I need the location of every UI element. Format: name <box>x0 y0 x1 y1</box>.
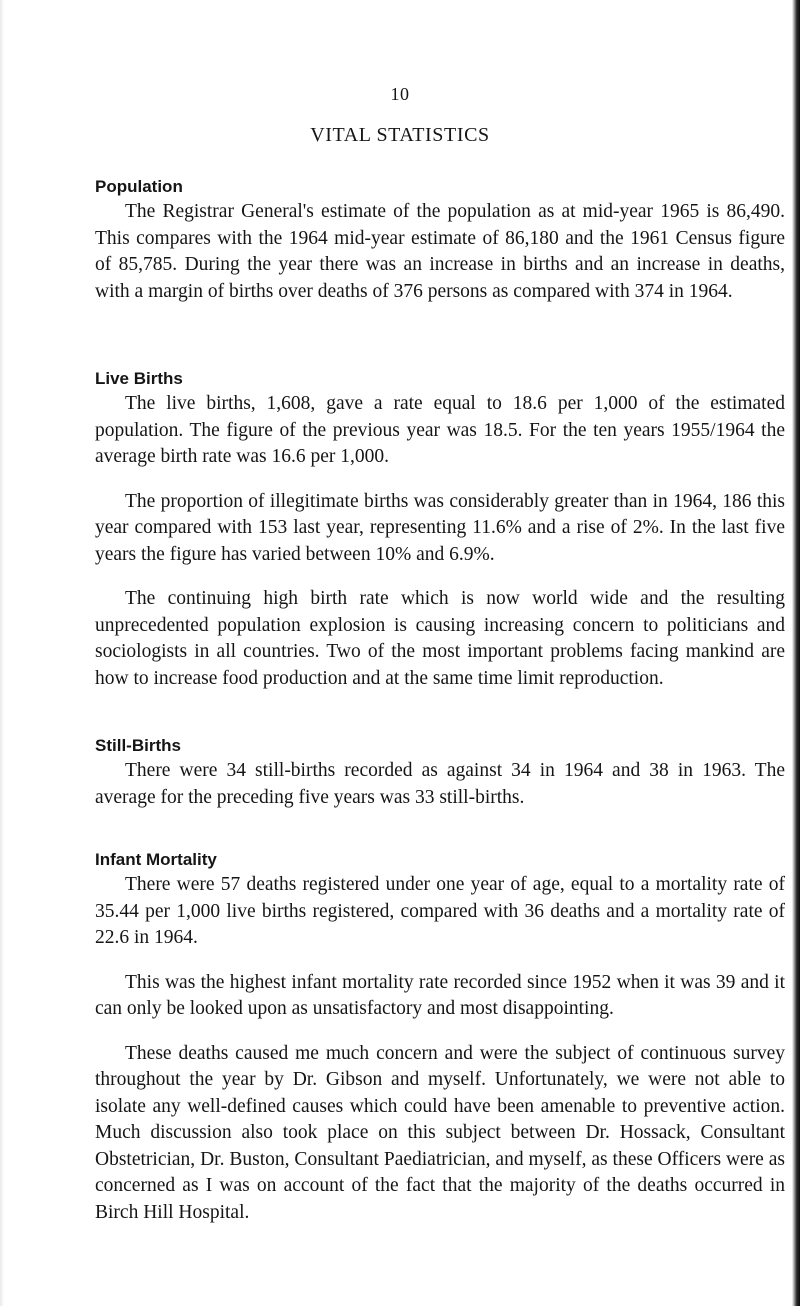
section-paragraph: There were 57 deaths registered under one year of age, equal to a mortality rate of 35.44 per 1,000 live births registered, compared with 36 deaths and a mortality rate of 22.6 in 1964. <box>95 874 785 948</box>
section-paragraph: There were 34 still-births recorded as against 34 in 1964 and 38 in 1963. The average for the preceding five years was 33 still-births. <box>95 760 785 808</box>
section-paragraph: The Registrar General's estimate of the population as at mid-year 1965 is 86,490. This compares with the 1964 mid-year estimate of 86,180 and the 1961 Census figure of 85,785. During the year there was an increase in births and an increase in deaths, with a margin of births over deaths of 376 persons as compared with 374 in 1964. <box>95 201 785 302</box>
section-heading: Infant Mortality <box>95 850 217 869</box>
page-number: 10 <box>390 84 410 104</box>
section-heading: Live Births <box>95 369 183 388</box>
section-paragraph: The live births, 1,608, gave a rate equal to 18.6 per 1,000 of the estimated population. The figure of the previous year was 18.5. For the ten years 1955/1964 the average birth rate was 16.6 per 1,000. <box>95 393 785 467</box>
section-paragraph: This was the highest infant mortality rate recorded since 1952 when it was 39 and it can only be looked upon as unsatisfactory and most disappointing. <box>95 971 785 1019</box>
page-left-shadow <box>0 0 4 1306</box>
section-paragraph: These deaths caused me much concern and were the subject of continuous survey throughout the year by Dr. Gibson and myself. Unfortunately, we were not able to isolate any well-defined causes which could have been amenable to preventive action. Much discussion also took place on this subject between Dr. Hossack, Consultant Obstetrician, Dr. Buston, Consultant Paediatrician, and myself, as these Officers were as concerned as I was on account of the fact that the majority of the deaths occurred in Birch Hill Hospital. <box>95 1042 785 1223</box>
section-paragraph: The proportion of illegitimate births was considerably greater than in 1964, 186 this year compared with 153 last year, representing 11.6% and a rise of 2%. In the last five years the figure has varied between 10% and 6.9%. <box>95 490 785 565</box>
section-heading: Population <box>95 177 183 196</box>
page-title: VITAL STATISTICS <box>310 124 490 146</box>
page-right-edge <box>792 0 800 1306</box>
section-heading: Still-Births <box>95 736 181 755</box>
section-live-births <box>95 367 785 692</box>
section-still-births <box>95 734 785 811</box>
section-paragraph: The continuing high birth rate which is now world wide and the resulting unprecedented population explosion is causing increasing concern to politicians and sociologists in all countries. Two of the most important problems facing mankind are how to increase food production and at the same time limit reproduction. <box>95 588 785 689</box>
section-infant-mortality <box>95 848 785 1226</box>
section-population <box>95 175 785 305</box>
